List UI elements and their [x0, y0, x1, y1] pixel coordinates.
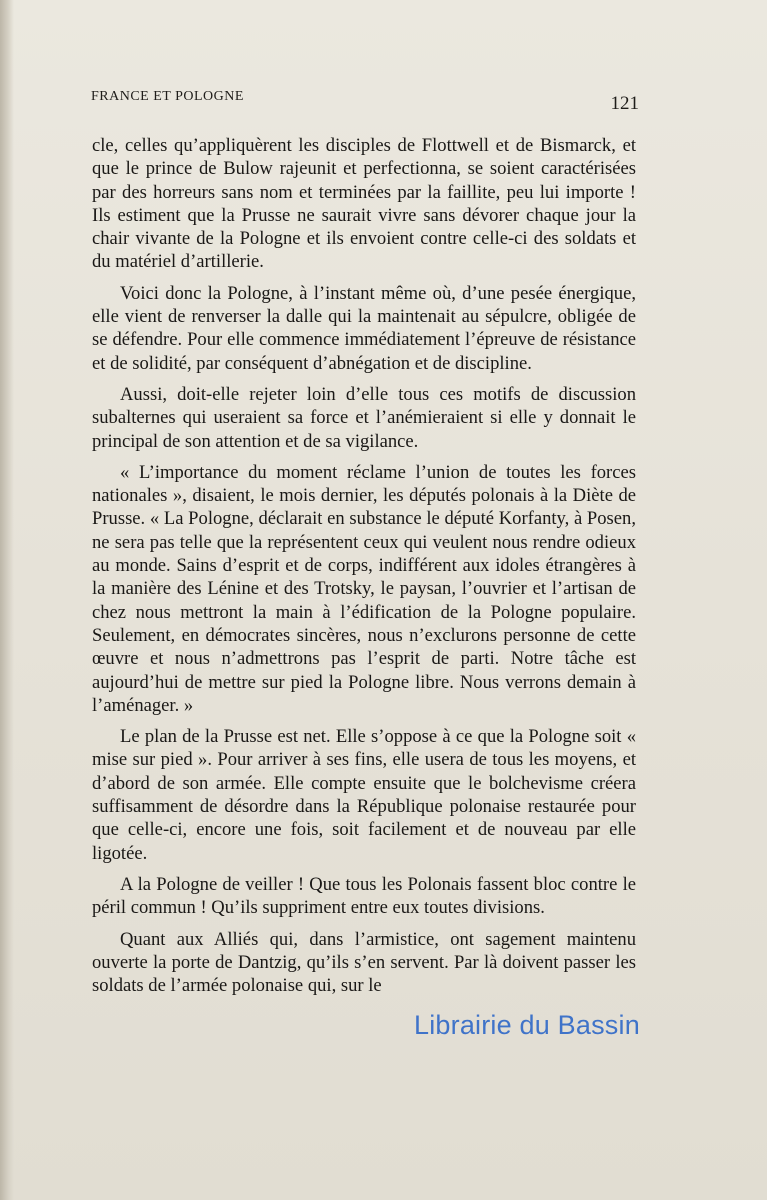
paragraph-6: A la Pologne de veiller ! Que tous les Polonais fassent bloc contre le péril commun ! Qu’ils suppriment entre eux toutes divisions. — [92, 873, 636, 919]
paragraph-7: Quant aux Alliés qui, dans l’armistice, ont sagement maintenu ouverte la porte de Dantzig, qu’ils s’en servent. Par là doivent passer les soldats de l’armée polonaise qui, sur le — [92, 928, 636, 997]
paragraph-4: « L’importance du moment réclame l’union de toutes les forces nationales », disaient, le mois dernier, les députés polonais à la Diète de Prusse. « La Pologne, déclarait en substance le député Korfanty, à Posen, ne sera pas telle que la représentent ceux qui veulent nous rendre odieux au monde. Sains d’esprit et de corps, indifférent aux idoles étrangères à la manière des Lénine et des Trotsky, le paysan, l’ouvrier et l’artisan de chez nous mettront la main à l’édification de la Pologne populaire. Seulement, en démocrates sincères, nous n’exclurons personne de cette œuvre et nous n’admettrons pas l’esprit de parti. Notre tâche est aujourd’hui de mettre sur pied la Pologne libre. Nous verrons demain à l’aménager. » — [92, 461, 636, 716]
paragraph-3: Aussi, doit-elle rejeter loin d’elle tous ces motifs de discussion subalternes qui useraient sa force et l’anémieraient si elle y donnait le principal de son attention et de sa vigilance. — [92, 383, 636, 452]
paragraph-5: Le plan de la Prusse est net. Elle s’oppose à ce que la Pologne soit « mise sur pied ». Pour arriver à ses fins, elle usera de tous les moyens, et d’abord de son armée. Elle compte ensuite que le bolchevisme créera suffisamment de désordre dans la République polonaise restaurée pour que celle-ci, encore une fois, soit facilement et de nouveau par elle ligotée. — [92, 726, 636, 864]
watermark: Librairie du Bassin — [414, 1010, 640, 1040]
body-text — [92, 134, 636, 997]
page-number: 121 — [610, 93, 639, 114]
page-gutter-shadow — [0, 0, 14, 1200]
paragraph-2: Voici donc la Pologne, à l’instant même où, d’une pesée énergique, elle vient de renverser la dalle qui la maintenait au sépulcre, obligée de se défendre. Pour elle commence immédiatement l’épreuve de résistance et de solidité, par conséquent d’abnégation et de discipline. — [92, 282, 636, 374]
running-title: FRANCE ET POLOGNE — [91, 89, 244, 104]
paragraph-1: cle, celles qu’appliquèrent les disciples de Flottwell et de Bismarck, et que le prince de Bulow rajeunit et perfectionna, se soient caractérisées par des horreurs sans nom et terminées par la faillite, peu lui importe ! Ils estiment que la Prusse ne saurait vivre sans dévorer chaque jour la chair vivante de la Pologne et ils envoient contre celle-ci des soldats et du matériel d’artillerie. — [92, 135, 636, 273]
page-header — [91, 89, 639, 119]
